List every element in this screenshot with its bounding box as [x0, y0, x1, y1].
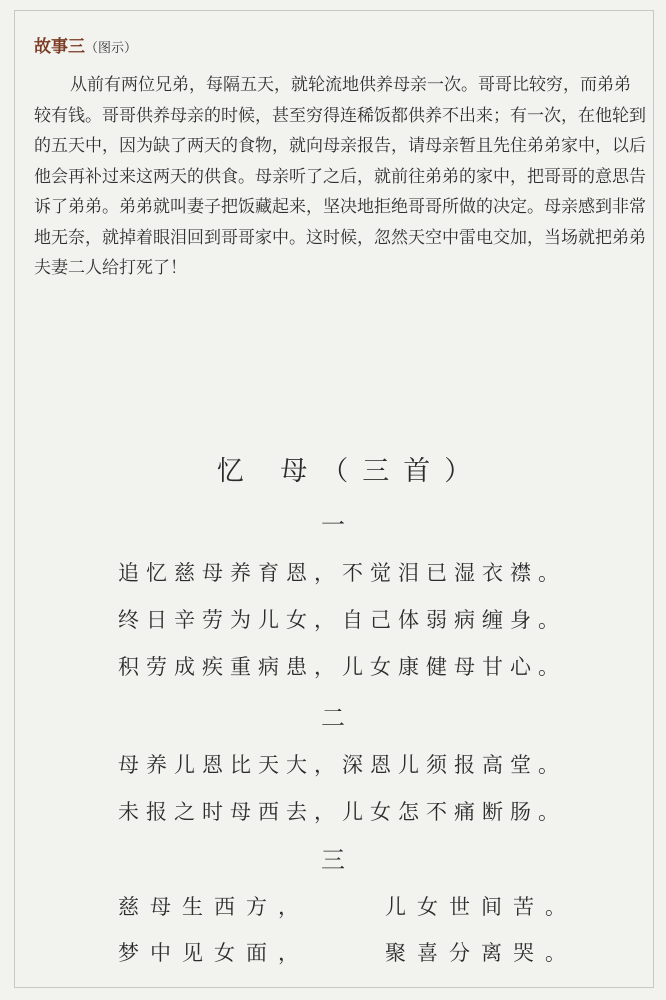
stanza-number-2: 二: [321, 704, 345, 732]
poem-line: 积劳成疾重病患，儿女康健母甘心。: [118, 655, 566, 679]
poem-line: 追忆慈母养育恩，不觉泪已湿衣襟。: [118, 561, 566, 585]
story-paragraph: 从前有两位兄弟，每隔五天，就轮流地供养母亲一次。哥哥比较穷，而弟弟较有钱。哥哥供养母亲的时候，甚至穷得连稀饭都供养不出来；有一次，在他轮到的五天中，因为缺了两天的食物，就向母亲报告，请母亲暂且先住弟弟家中，以后他会再补过来这两天的供食。母亲听了之后，就前往弟弟的家中，把哥哥的意思告诉了弟弟。弟弟就叫妻子把饭藏起来，坚决地拒绝哥哥所做的决定。母亲感到非常地无奈，就掉着眼泪回到哥哥家中。这时候，忽然天空中雷电交加，当场就把弟弟夫妻二人给打死了！: [34, 75, 646, 278]
poem-line: 未报之时母西去，儿女怎不痛断肠。: [118, 800, 566, 824]
poem-line: 终日辛劳为儿女，自己体弱病缠身。: [118, 608, 566, 632]
stanza-number-1: 一: [321, 511, 345, 539]
stanza-number-3: 三: [321, 846, 345, 874]
poem-line-first-half: 梦中见女面，: [118, 941, 310, 965]
poem-line-second-half: 聚喜分离哭。: [385, 941, 577, 965]
poem-title: 忆 母（三首）: [216, 456, 486, 487]
story-note: （图示）: [85, 41, 138, 56]
poem-line: 母养儿恩比天大，深恩儿须报高堂。: [118, 753, 566, 777]
story-heading: [34, 37, 137, 59]
poem-line-second-half: 儿女世间苦。: [385, 895, 577, 919]
story-title: 故事三: [34, 37, 85, 57]
poem-line-first-half: 慈母生西方，: [118, 895, 310, 919]
